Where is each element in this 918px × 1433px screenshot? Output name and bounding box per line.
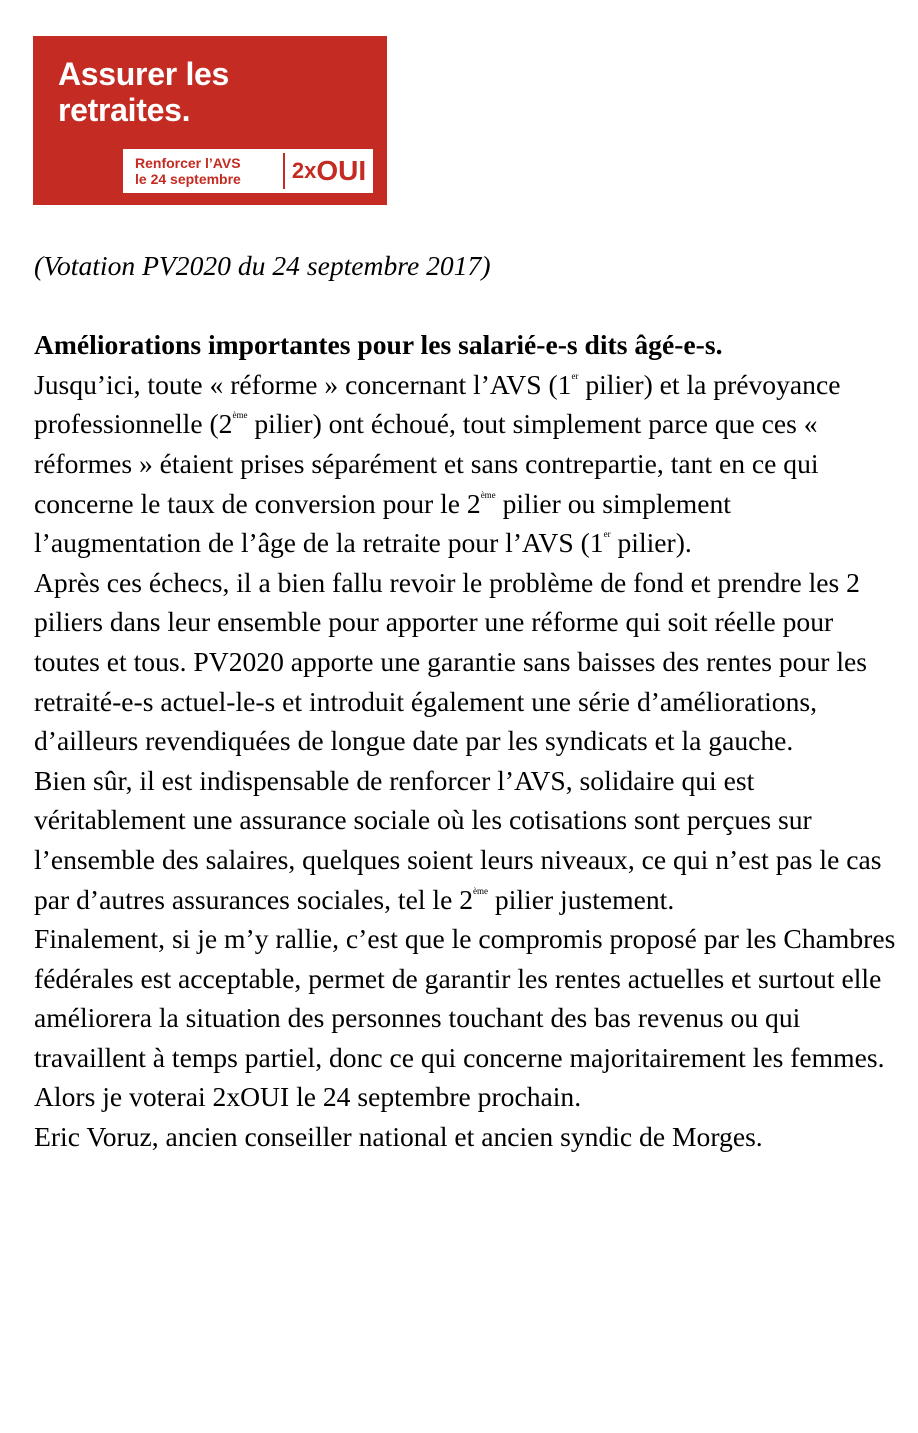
paragraph-2: Après ces échecs, il a bien fallu revoir le problème de fond et prendre les 2 piliers dans leur ensemble pour apporter une réforme qui soit réelle pour toutes et tous. PV2020 apporte une garantie sans baisses des rentes pour les retraité-e-s actuel-le-s et introduit également une série d’améliorations, d’ailleurs revendiquées de longue date par les syndicats et la gauche. (34, 566, 867, 757)
superscript-er: er (603, 529, 611, 540)
superscript-eme: ème (473, 885, 489, 896)
paragraph-5: Alors je voterai 2xOUI le 24 septembre prochain. (34, 1081, 582, 1113)
article-body (34, 246, 904, 1157)
banner-slogan-box (123, 149, 373, 193)
superscript-er: er (571, 370, 579, 381)
banner-title-line1: Assurer les (58, 56, 230, 92)
paragraph-1-text-e: pilier). (610, 527, 692, 559)
paragraph-3 (34, 761, 904, 919)
banner-subtitle-line1: Renforcer l’AVS (135, 155, 241, 171)
paragraph-1-text-b: pilier) et la prévoyance professionnelle (2 (34, 368, 841, 440)
superscript-eme: ème (232, 410, 248, 421)
vote-note: (Votation PV2020 du 24 septembre 2017) (34, 250, 491, 281)
paragraph-1-text-c: pilier) ont échoué, tout simplement parce que ces « réformes » étaient prises séparément et sans contrepartie, tant en ce qui concerne le taux de conversion pour le 2 (34, 408, 819, 519)
paragraph-4: Finalement, si je m’y rallie, c’est que le compromis proposé par les Chambres fédérales est acceptable, permet de garantir les rentes actuelles et surtout elle améliorera la situation des personnes touchant des bas revenus ou qui travaillent à temps partiel, donc ce qui concerne majoritairement les femmes. (34, 923, 896, 1073)
paragraph-1-text-a: Jusqu’ici, toute « réforme » concernant l’AVS (1 (34, 368, 572, 400)
paragraph-1 (34, 365, 904, 563)
paragraph-3-text-b: pilier justement. (488, 883, 675, 915)
banner-oui-mark (285, 149, 373, 193)
banner-subtitle-line2: le 24 septembre (135, 171, 241, 187)
article-heading: Améliorations importantes pour les salarié-e-s dits âgé-e-s. (34, 329, 723, 361)
paragraph-3-text-a: Bien sûr, il est indispensable de renforcer l’AVS, solidaire qui est véritablement une assurance sociale où les cotisations sont perçues sur l’ensemble des salaires, quelques soient leurs niveaux, ce qui n’est pas le cas par d’autres assurances sociales, tel le 2 (34, 764, 882, 915)
banner-title-line2: retraites. (58, 92, 191, 128)
banner-oui-multiplier: 2x (291, 158, 317, 183)
banner-subtitle (123, 149, 283, 193)
banner-oui-word: OUI (316, 155, 367, 186)
banner-title (58, 56, 229, 128)
superscript-eme: ème (480, 489, 496, 500)
paragraph-gap (34, 286, 904, 326)
signature: Eric Voruz, ancien conseiller national et ancien syndic de Morges. (34, 1121, 763, 1153)
campaign-banner (33, 36, 387, 205)
paragraph-1-text-d: pilier ou simplement l’augmentation de l’âge de la retraite pour l’AVS (1 (34, 487, 731, 559)
